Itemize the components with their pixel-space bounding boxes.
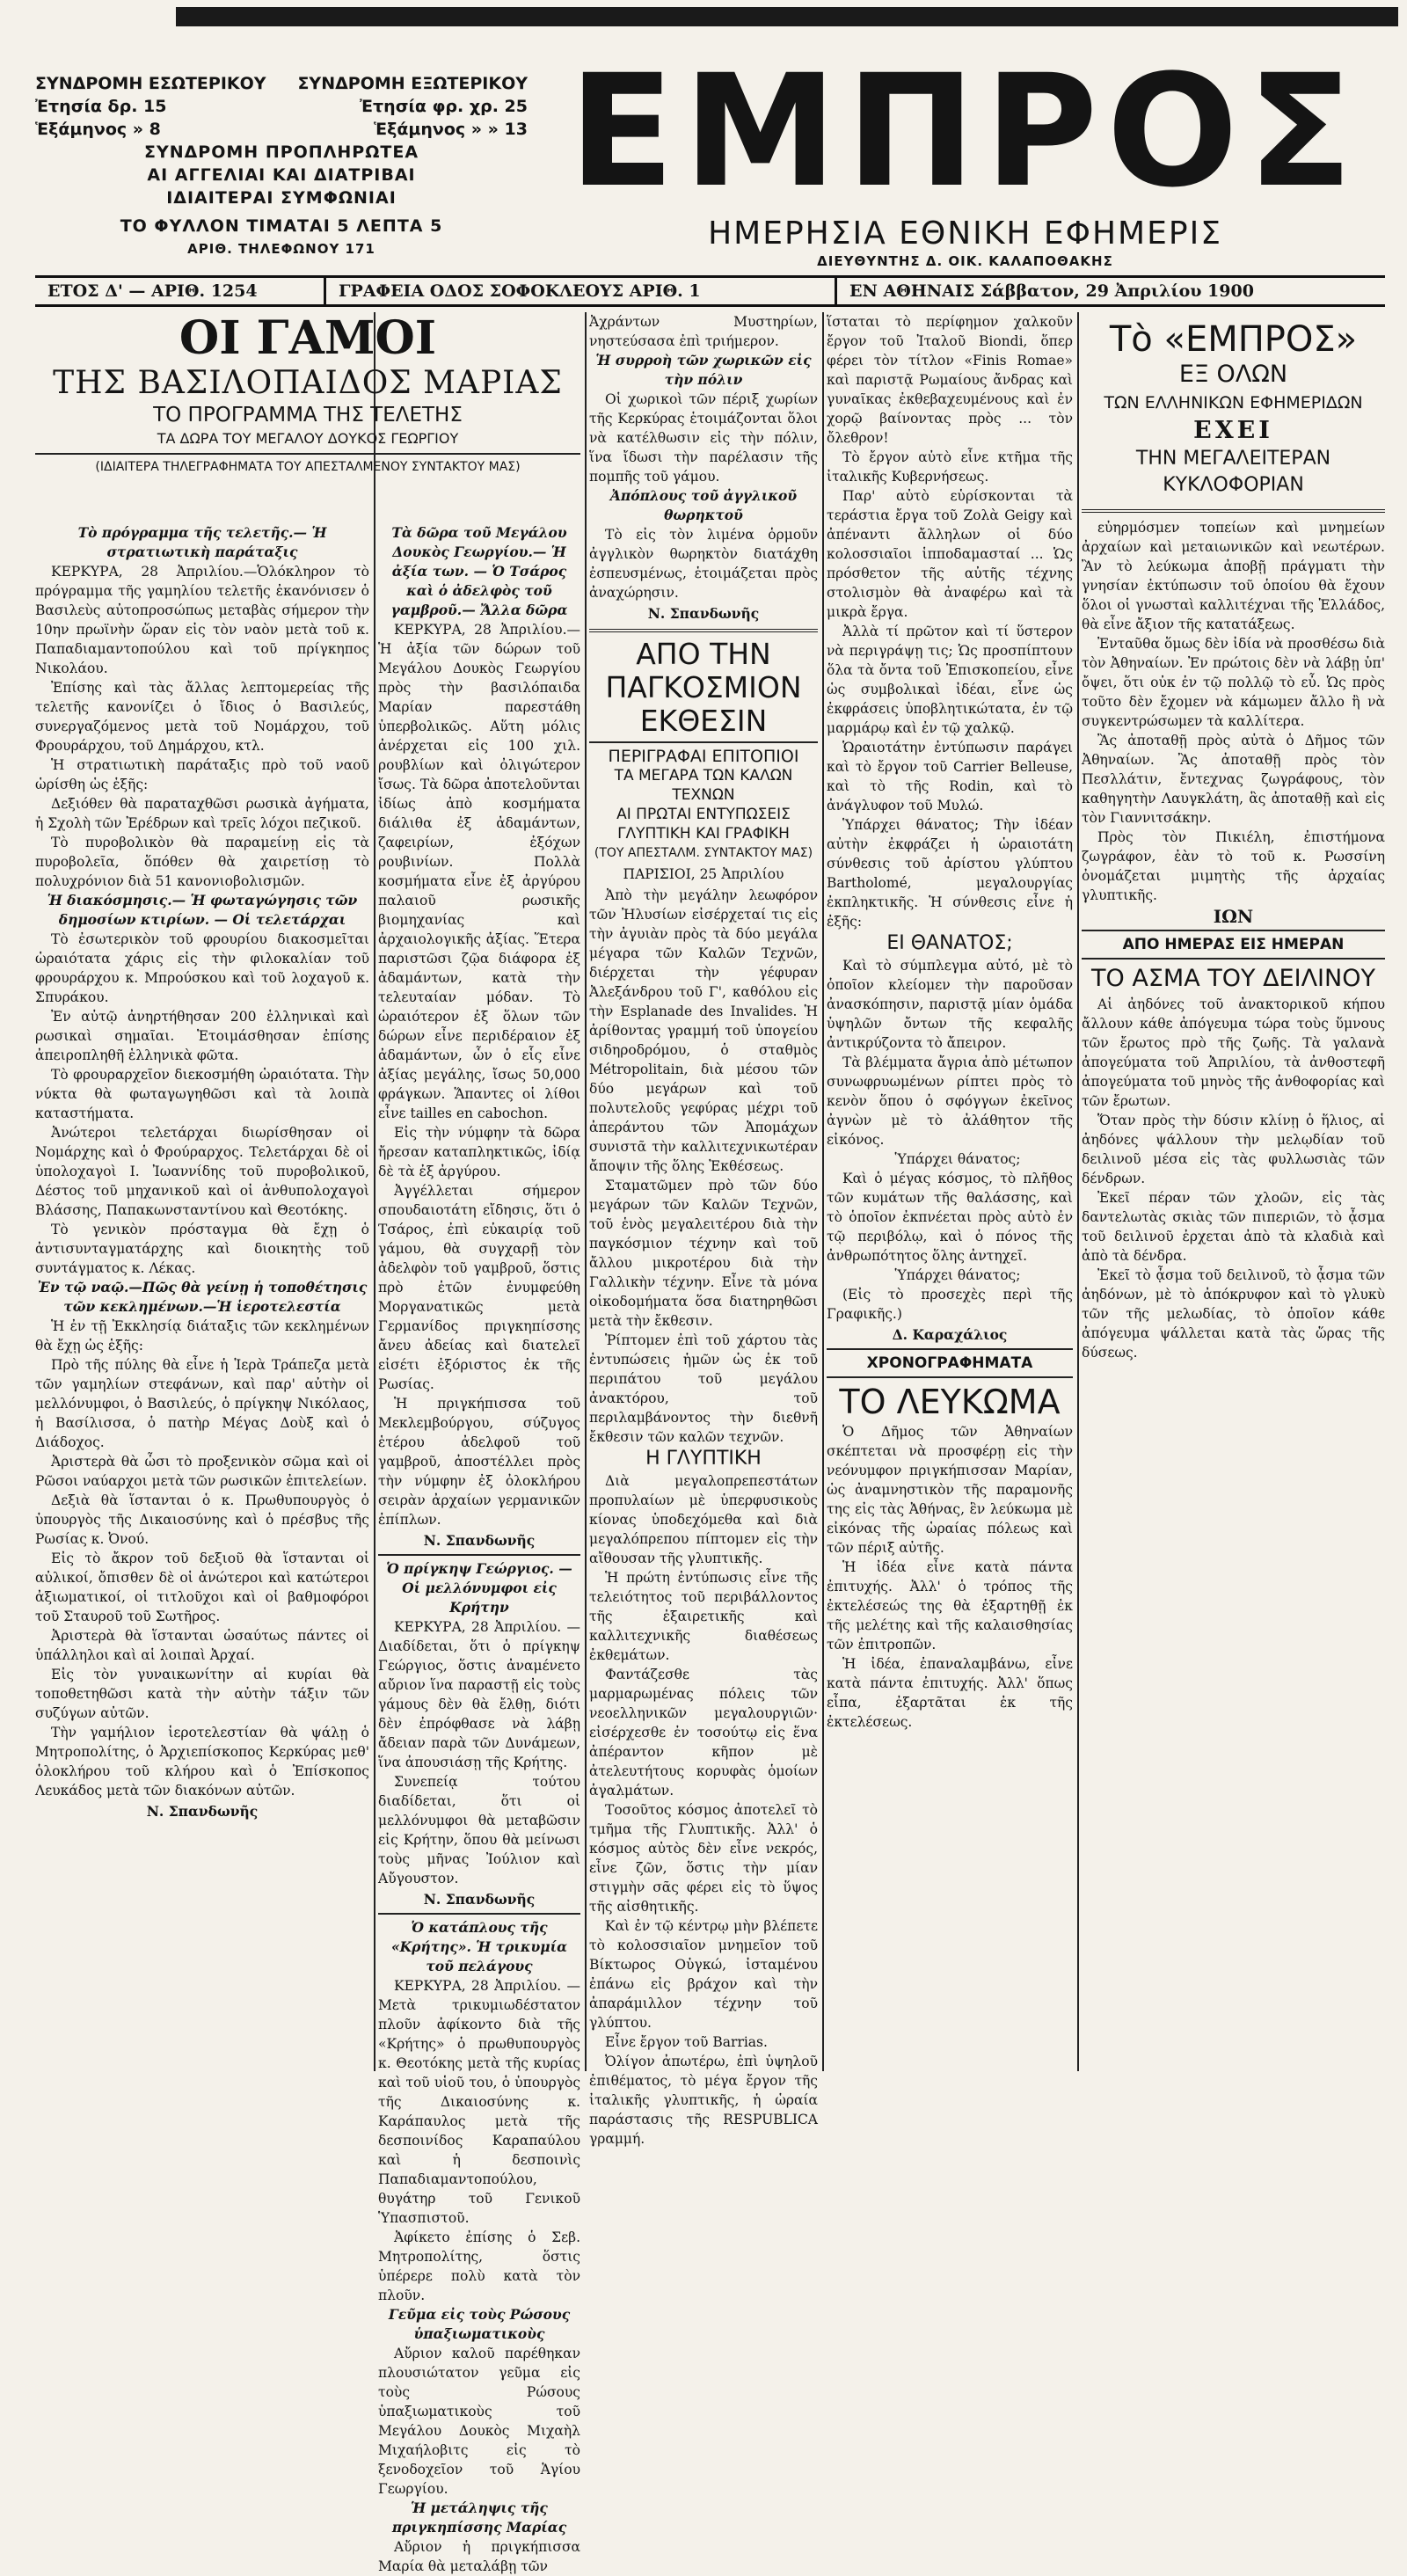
article-source: (ΙΔΙΑΙΤΕΡΑ ΤΗΛΕΓΡΑΦΗΜΑΤΑ ΤΟΥ ΑΠΕΣΤΑΛΜΕΝΟΥ ΣΥΝΤΑΚΤΟΥ ΜΑΣ) <box>95 460 521 474</box>
paragraph: Ῥίπτομεν ἐπὶ τοῦ χάρτου τὰς ἐντυπώσεις ἡμῶν ὡς ἐκ τοῦ περιπάτου τοῦ μεγάλου ἀνακτόρου, τοῦ περιλαμβάνοντος τὴν διεθνῆ ἔκθεσιν τῶν καλῶν τεχνῶν. <box>589 1332 818 1445</box>
paragraph: Τὸ ἔργον αὐτὸ εἶνε κτῆμα τῆς ἰταλικῆς Κυβερνήσεως. <box>827 449 1073 485</box>
divider <box>378 1913 580 1915</box>
ad-line: ΕΧΕΙ <box>1193 417 1273 444</box>
paragraph: Δεξιόθεν θὰ παραταχθῶσι ρωσικὰ ἀγήματα, ἡ Σχολὴ τῶν Ἐρέδρων καὶ τρεῖς λόχοι πεζικοῦ. <box>35 796 369 831</box>
paragraph: ΚΕΡΚΥΡΑ, 28 Ἀπριλίου. — Διαδίδεται, ὅτι ὁ πρίγκηψ Γεώργιος, ὅστις ἀναμένετο αὔριον ἵνα παραστῇ εἰς τοὺς γάμους δὲν θὰ ἔλθῃ, διότι δὲν ἐπρόφθασε νὰ λάβῃ ἄδειαν παρὰ τῶν Δυνάμεων, ἵνα ἀπουσιάσῃ τῆς Κρήτης. <box>378 1619 580 1770</box>
paragraph: Ἐνταῦθα ὅμως δὲν ἰδία νὰ προσθέσω διὰ τὸν Ἀθηναίων. Ἐν πρώτοις δὲν νὰ λάβῃ ὑπ' ὄψει, ὅτι οὐκ ἐν τῷ πολλῷ τὸ εὖ. Ὡς πρὸς τοῦτο δὲν ἔχομεν νὰ κάμωμεν ἄλλο ἢ νὰ συγκεντρώσωμεν τὰ καλλίτερα. <box>1082 636 1385 729</box>
paragraph: Τὰ βλέμματα ἄγρια ἀπὸ μέτωπον συνωφρυωμένων ρίπτει πρὸς τὸ κενὸν ὅπου ὁ σφόγγων ἐκεῖνος ἀγνὼν μὲ τὸ ἀλάθητον τῆς εἰκόνος. <box>827 1054 1073 1148</box>
paragraph: Ἂς ἀποταθῇ πρὸς αὐτὰ ὁ Δῆμος τῶν Ἀθηναίων. Ἂς ἀποταθῇ πρὸς τὸν Πεσλλάτιν, ἔντεχνας ζωγράφους, τὸν καθηγητὴν Λαυγκλάτη, ἃς ἀποταθῇ καὶ εἰς τὸν Γιαννιτσάκην. <box>1082 733 1385 826</box>
article-headline: ΟΙ ΓΑΜΟΙ <box>179 311 437 365</box>
column-headline: ΤΟ ΑΣΜΑ ΤΟΥ ΔΕΙΛΙΝΟΥ <box>1091 965 1375 992</box>
paragraph: Πρὸ τῆς πύλης θὰ εἶνε ἡ Ἱερὰ Τράπεζα μετὰ τῶν γαμηλίων στεφάνων, καὶ παρ' αὐτὴν οἱ μελλόνυμφοι, ὁ Βασιλεύς, ὁ πρίγκηψ Νικόλαος, ἡ Βασίλισσα, ὁ πατὴρ Μέγας Δοὺξ καὶ ὁ Διάδοχος. <box>35 1357 369 1450</box>
paragraph: Ὑπάρχει θάνατος; <box>894 1151 1021 1167</box>
phone-note: ΑΡΙΘ. ΤΗΛΕΦΩΝΟΥ 171 <box>187 241 375 257</box>
paragraph: Ἐπίσης καὶ τὰς ἄλλας λεπτομερείας τῆς τελετῆς κανονίζει ὁ ἴδιος ὁ Βασιλεύς, συνεργαζόμενος μετὰ τοῦ Νομάρχου, τοῦ Φρουράρχου, τοῦ Δημάρχου, κτλ. <box>35 680 369 754</box>
exhibition-deck-3: ΑΙ ΠΡΩΤΑΙ ΕΝΤΥΠΩΣΕΙΣ <box>616 806 791 823</box>
paragraph: Πρὸς τὸν Πικιέλη, ἐπιστήμονα ζωγράφον, ἐὰν τὸ τοῦ κ. Ρωσσίνη ὀνομάζεται μιμητὴς τῆς ἀρχαίας γλυπτικῆς. <box>1082 829 1385 903</box>
paragraph: Ἀχράντων Μυστηρίων, νηστεύσασα ἐπὶ τριήμερον. <box>589 314 818 349</box>
byline: Ν. Σπανδωνῆς <box>423 1891 536 1908</box>
circulation-ad <box>1082 312 1385 504</box>
column-rule <box>822 312 824 2071</box>
exhibition-deck-4: ΓΛΥΠΤΙΚΗ ΚΑΙ ΓΡΑΦΙΚΗ <box>617 825 790 843</box>
section-heading: Τὰ δῶρα τοῦ Μεγάλου Δουκὸς Γεωργίου.— Ἡ ἀξία των. — Ὁ Τσάρος καὶ ὁ ἀδελφὸς τοῦ γαμβροῦ.— Ἄλλα δῶρα <box>390 524 568 618</box>
paragraph: Εἰς τὸ ἄκρον τοῦ δεξιοῦ θὰ ἵστανται οἱ αὐλικοί, ὄπισθεν δὲ οἱ ἀνώτεροι καὶ κατώτεροι ἀξιωματικοί, οἱ τιτλοῦχοι καὶ οἱ βαθμοφόροι τοῦ Σταυροῦ τοῦ Σωτῆρος. <box>35 1551 369 1624</box>
dateline: ΠΑΡΙΣΙΟΙ, 25 Ἀπριλίου <box>623 866 784 882</box>
paragraph: Ἐκεῖ τὸ ᾆσμα τοῦ δειλινοῦ, τὸ ᾆσμα τῶν ἀηδόνων, μὲ τὸ ἀπόκρυφον καὶ τὸ γλυκὺ τῶν τῆς μελωδίας, τὸ ὁποῖον κάθε ἀπόγευμα ψάλλεται κατὰ τὰς ὥρας τῆς δύσεως. <box>1082 1267 1385 1361</box>
paragraph: Ἐν αὐτῷ ἀνηρτήθησαν 200 ἑλληνικαὶ καὶ ρωσικαὶ σημαῖαι. Ἑτοιμάσθησαν ἐπίσης ἀπειροπληθῆ ἑλληνικὰ φῶτα. <box>35 1009 369 1063</box>
divider <box>35 453 580 455</box>
paragraph: Εἰς τὴν νύμφην τὰ δῶρα ἤρεσαν καταπληκτικῶς, ἰδίᾳ δὲ τὰ ἐξ ἀργύρου. <box>378 1125 580 1179</box>
paragraph: Τοσοῦτος κόσμος ἀποτελεῖ τὸ τμῆμα τῆς Γλυπτικῆς. Ἀλλ' ὁ κόσμος αὐτὸς δὲν εἶνε νεκρός, εἶνε ζῶν, ὅστις τὴν μίαν στιγμὴν σᾶς φέρει εἰς τὸ ὕψος τῆς αἰσθητικῆς. <box>589 1802 818 1915</box>
subs-domestic-title: ΣΥΝΔΡΟΜΗ ΕΣΩΤΕΡΙΚΟΥ <box>35 74 266 93</box>
paragraph: Ὀλίγον ἀπωτέρω, ἐπὶ ὑψηλοῦ ἐπιθέματος, τὸ μέγα ἔργον τῆς ἰταλικῆς γλυπτικῆς, ἡ ὡραία παράστασις τῆς RESPUBLICA γραμμή. <box>589 2054 818 2147</box>
paragraph: Συνεπείᾳ τούτου διαδίδεται, ὅτι οἱ μελλόνυμφοι θὰ μεταβῶσιν εἰς Κρήτην, ὅπου θὰ μείνωσι τοὺς μῆνας Ἰούλιον καὶ Αὔγουστον. <box>378 1774 580 1886</box>
byline: ΙΩΝ <box>1213 906 1254 927</box>
paragraph: Εἶνε ἔργον τοῦ Barrias. <box>605 2034 768 2050</box>
column-2 <box>378 523 580 2574</box>
paragraph: Δεξιὰ θὰ ἵστανται ὁ κ. Πρωθυπουργὸς ὁ ὑπουργὸς τῆς Δικαιοσύνης καὶ ὁ πρέσβυς τῆς Ρωσίας κ. Ὀνού. <box>35 1492 369 1547</box>
divider <box>589 741 818 743</box>
subs-foreign-half: Ἑξάμηνος » » 13 <box>374 120 528 139</box>
newspaper-subtitle: ΗΜΕΡΗΣΙΑ ΕΘΝΙΚΗ ΕΦΗΜΕΡΙΣ <box>708 215 1222 252</box>
paragraph: Τὸ φρουραρχεῖον διεκοσμήθη ὡραιότατα. Τὴν νύκτα θὰ φωταγωγηθῶσι καὶ τὰ λοιπὰ καταστήματα. <box>35 1067 369 1121</box>
paragraph: Ἡ ἰδέα, ἐπαναλαμβάνω, εἶνε κατὰ πάντα ἐπιτυχής. Ἀλλ' ὅπως εἶπα, ἐξαρτᾶται ἐκ τῆς ἐκτελέσεως. <box>827 1656 1073 1730</box>
subs-domestic-year: Ἐτησία δρ. 15 <box>35 97 167 116</box>
paragraph: Ἀριστερὰ θὰ ἵστανται ὡσαύτως πάντες οἱ ὑπάλληλοι καὶ αἱ λοιπαὶ Ἀρχαί. <box>35 1628 369 1663</box>
divider <box>1082 958 1385 960</box>
paragraph: Τὸ ἐσωτερικὸν τοῦ φρουρίου διακοσμεῖται ὡραιότατα χάρις εἰς τὴν φιλοκαλίαν τοῦ φρουράρχου κ. Μπρούσκου καὶ τοῦ λοχαγοῦ κ. Σπυράκου. <box>35 931 369 1005</box>
column-3 <box>589 312 818 2147</box>
paragraph: ΚΕΡΚΥΡΑ, 28 Ἀπριλίου.— Ἡ ἀξία τῶν δώρων τοῦ Μεγάλου Δουκὸς Γεωργίου πρὸς τὴν βασιλόπαιδα Μαρίαν παρεστάθη ὑπερβολικῶς. Αὕτη μόλις ἀνέρχεται εἰς 100 χιλ. ρουβλίων καὶ ὀλιγώτερον ἴσως. Τὰ δῶρα ἀποτελοῦνται ἰδίως ἀπὸ κοσμήματα διάλιθα ἐξ ἀδαμάντων, ζαφειρίων, ἐξόχων ρουβινίων. Πολλὰ κοσμήματα εἶνε ἐξ ἀργύρου παλαιοῦ ρωσικῆς βιομηχανίας καὶ ἀρχαιολογικῆς ἀξίας. Ἕτερα παριστῶσι ζῷα διάφορα ἐξ ἀδαμάντων, κατὰ τὴν τελευταίαν μόδαν. Τὸ ὡραιότερον ἐξ ὅλων τῶν δώρων εἶνε περιδέραιον ἐξ ἀδαμάντων, ὧν ὁ εἷς εἶνε ἀξίας μεγάλης, ἴσως 50,000 φράγκων. Ἅπαντες οἱ λίθοι εἶνε tailles en cabochon. <box>378 622 580 1121</box>
ad-line: ΤΩΝ ΕΛΛΗΝΙΚΩΝ ΕΦΗΜΕΡΙΔΩΝ <box>1104 393 1363 412</box>
paragraph: εὐηρμόσμεν τοπείων καὶ μνημείων ἀρχαίων καὶ μεταιωνικῶν καὶ νεωτέρων. Ἂν τὸ λεύκωμα ἀποβῇ πράγματι τὴν γνησίαν ἐκτύπωσιν τοῦ ὁποίου θὰ ἔχουν ὅλοι οἱ γνωσταὶ καλλιτέχναι τῆς Ἑλλάδος, θὰ εἶνε ἄξιον τῆς κατατάξεως. <box>1082 520 1385 632</box>
paragraph: Ὑπάρχει θάνατος; Τὴν ἰδέαν αὐτὴν ἐκφράζει ἡ ὡραιοτάτη σύνθεσις τοῦ ἀρίστου γλύπτου Bartholomé, μεγαλουργίας ἐκπληκτικῆς. Ἡ σύνθεσις εἶνε ἡ ἐξῆς: <box>827 817 1073 930</box>
top-black-bar <box>176 7 1398 26</box>
paragraph: Ἡ ἰδέα εἶνε κατὰ πάντα ἐπιτυχής. Ἀλλ' ὁ τρόπος τῆς ἐκτελέσεώς της θὰ ἐξαρτηθῇ ἐκ τῆς μελέτης καὶ τῆς καλαισθησίας τῶν ἐπιτροπῶν. <box>827 1559 1073 1653</box>
paragraph: Καὶ τὸ σύμπλεγμα αὐτό, μὲ τὸ ὁποῖον κλείομεν τὴν παροῦσαν ἀνασκόπησιν, παριστᾷ μίαν ὁμάδα ὑψηλῶν ὄντων τῆς κεφαλῆς ἀντικρύζοντα τὸ ἄπειρον. <box>827 958 1073 1051</box>
paragraph: ΚΕΡΚΥΡΑ, 28 Ἀπριλίου. — Μετὰ τρικυμιωδέστατον πλοῦν ἀφίκοντο διὰ τῆς «Κρήτης» ὁ πρωθυπουργὸς κ. Θεοτόκης μετὰ τῆς κυρίας καὶ τοῦ υἱοῦ του, ὁ ὑπουργὸς τῆς Δικαιοσύνης κ. Καράπαυλος μετὰ τῆς δεσποινίδος Καραπαύλου καὶ ἡ δεσποινὶς Παπαδιαμαντοπούλου, θυγάτηρ τοῦ Γενικοῦ Ὑπασπιστοῦ. <box>378 1978 580 2226</box>
paragraph: Αἱ ἀηδόνες τοῦ ἀνακτορικοῦ κήπου ἄλλουν κάθε ἀπόγευμα τώρα τοὺς ὕμνους τῶν ἔρωτος πρὸ τῆς ζωῆς. Τὰ γαλανὰ ἀπογεύματα τοῦ Ἀπριλίου, τὰ ἀνθοστεφῆ ἀπογεύματα τοῦ μηνὸς τῆς ἀνθοφορίας καὶ τῶν ἔρωτων. <box>1082 996 1385 1109</box>
paragraph: Οἱ χωρικοὶ τῶν πέριξ χωρίων τῆς Κερκύρας ἑτοιμάζονται ὅλοι νὰ κατέλθωσιν εἰς τὴν πόλιν, ἵνα ἴδωσι τὴν παρέλασιν τῆς πομπῆς τοῦ γάμου. <box>589 391 818 485</box>
column-5 <box>1082 312 1385 2089</box>
byline: Ν. Σπανδωνῆς <box>423 1532 536 1549</box>
paragraph: Τὸ πυροβολικὸν θὰ παραμείνῃ εἰς τὰ πυροβολεῖα, ὅπόθεν θὰ χαιρετίσῃ τὸ πολυχρόνιον διὰ 51 κανονιοβολισμῶν. <box>35 835 369 889</box>
paragraph: Ἡ ἐν τῇ Ἐκκλησίᾳ διάταξις τῶν κεκλημένων θὰ ἔχῃ ὡς ἑξῆς: <box>35 1318 369 1354</box>
paragraph: Ἀγγέλλεται σήμερον σπουδαιοτάτη εἴδησις, ὅτι ὁ Τσάρος, ἐπὶ εὐκαιρίᾳ τοῦ γάμου, θὰ συγχαρῇ τὸν ἀδελφὸν τοῦ γαμβροῦ, ὅστις πρὸ ἐτῶν ἐνυμφεύθη Μοργανατικῶς μετὰ Γερμανίδος πριγκηπίσσης ἄνευ ἀδείας καὶ διατελεῖ εἰσέτι ἐξόριστος ἐκ τῆς Ρωσίας. <box>378 1183 580 1392</box>
ad-line: ΤΗΝ ΜΕΓΑΛΕΙΤΕΡΑΝ <box>1135 448 1331 470</box>
subs-foreign-year: Ἐτησία φρ. χρ. 25 <box>360 97 528 116</box>
paragraph: Αὔριον ἡ πριγκήπισσα Μαρία θὰ μεταλάβῃ τῶν <box>378 2539 580 2574</box>
section-heading: Ἡ διακόσμησις.— Ἡ φωταγώγησις τῶν δημοσίων κτιρίων. — Οἱ τελετάρχαι <box>47 892 358 928</box>
paragraph: Φαντάζεσθε τὰς μαρμαρωμένας πόλεις τῶν νεοελληνικῶν μεγαλουργιῶν· εἰσέρχεσθε ἐν τοσούτῳ εἰς ἕνα ἀπέραντον κῆπον μὲ ἀτελευτήτους κορυφὰς ὁμοίων ἀγαλμάτων. <box>589 1667 818 1799</box>
paragraph: Αὔριον καλοῦ παρέθηκαν πλουσιώτατον γεῦμα εἰς τοὺς Ρώσους ὑπαξιωματικοὺς τοῦ Μεγάλου Δουκὸς Μιχαὴλ Μιχαήλοβιτς εἰς τὸ ξενοδοχεῖον τοῦ Ἁγίου Γεωργίου. <box>378 2346 580 2497</box>
ad-line: ΚΥΚΛΟΦΟΡΙΑΝ <box>1163 474 1304 496</box>
section-heading: Ἐν τῷ ναῷ.—Πῶς θὰ γείνῃ ἡ τοποθέτησις τῶν κεκλημένων.—Ἡ ἱεροτελεστία <box>37 1279 368 1315</box>
paragraph: Καὶ ὁ μέγας κόσμος, τὸ πλῆθος τῶν κυμάτων τῆς θαλάσσης, καὶ τὸ ὁποῖον ἐκπνέεται πρὸς αὐτὸ ἐν τῷ περιβόλῳ, καὶ ὁ πόνος τῆς ἀνθρωπότητος ὅλης ἀντηχεῖ. <box>827 1171 1073 1264</box>
paragraph: Τὴν γαμήλιον ἱεροτελεστίαν θὰ ψάλῃ ὁ Μητροπολίτης, ὁ Ἀρχιεπίσκοπος Κερκύρας μεθ' ὁλοκλήρου τοῦ κλήρου καὶ ὁ Ἐπίσκοπος Λευκάδος μετὰ τῶν διακόνων αὐτῶν. <box>35 1725 369 1799</box>
divider <box>1082 930 1385 931</box>
subs-foreign-title: ΣΥΝΔΡΟΜΗ ΕΞΩΤΕΡΙΚΟΥ <box>297 74 528 93</box>
office-address: ΓΡΑΦΕΙΑ ΟΔΟΣ ΣΟΦΟΚΛΕΟΥΣ ΑΡΙΘ. 1 <box>339 281 701 301</box>
exhibition-deck-2: ΤΑ ΜΕΓΑΡΑ ΤΩΝ ΚΑΛΩΝ ΤΕΧΝΩΝ <box>614 767 793 804</box>
paragraph: Τὸ γενικὸν πρόσταγμα θὰ ἔχῃ ὁ ἀντισυνταγματάρχης καὶ διοικητὴς τοῦ συντάγματος κ. Λέκας. <box>35 1222 369 1276</box>
title-box <box>545 41 1385 222</box>
column-rule <box>374 312 375 2071</box>
paragraph: Διὰ μεγαλοπρεπεστάτων προπυλαίων μὲ ὑπερφυσικοὺς κίονας ὑποδεχόμεθα καὶ διὰ μεγαλόπρεπου πίπτομεν εἰς τὴν αἴθουσαν τῆς γλυπτικῆς. <box>589 1473 818 1566</box>
column-rule <box>1077 312 1079 2071</box>
paragraph: ἵσταται τὸ περίφημον χαλκοῦν ἔργον τοῦ Ἰταλοῦ Biondi, ὅπερ φέρει τὸν τίτλον «Finis Romae» καὶ παριστᾷ Ρωμαίους ἄνδρας καὶ γυναῖκας ἐκθεβαχευμένους καὶ ἐν χορῷ βαίνοντας πρὸς ... τὸν ὄλεθρον! <box>827 314 1073 446</box>
wedding-article-header <box>35 312 580 476</box>
masthead <box>35 41 1385 273</box>
section-heading: Τὸ πρόγραμμα τῆς τελετῆς.— Ἡ στρατιωτικὴ παράταξις <box>77 524 327 560</box>
byline: Ν. Σπανδωνῆς <box>146 1803 259 1820</box>
section-heading: Ὁ κατάπλους τῆς «Κρήτης». Ἡ τρικυμία τοῦ πελάγους <box>390 1919 568 1974</box>
subscription-block <box>35 53 528 264</box>
paragraph: Ἀφίκετο ἐπίσης ὁ Σεβ. Μητροπολίτης, ὅστις ὑπέρερε πολὺ κατὰ τὸν πλοῦν. <box>378 2229 580 2303</box>
divider <box>827 1376 1073 1378</box>
exhibition-deck: ΠΕΡΙΓΡΑΦΑΙ ΕΠΙΤΟΠΙΟΙ <box>608 747 799 766</box>
article-subheadline: ΤΗΣ ΒΑΣΙΛΟΠΑΙΔΟΣ ΜΑΡΙΑΣ <box>53 365 563 401</box>
paragraph: Ὅταν πρὸς τὴν δύσιν κλίνῃ ὁ ἥλιος, αἱ ἀηδόνες ψάλλουν τὴν μελῳδίαν τοῦ δειλινοῦ μέσα εἰς τὰς φυλλωσιὰς τῶν δένδρων. <box>1082 1113 1385 1186</box>
prepaid-note: ΣΥΝΔΡΟΜΗ ΠΡΟΠΛΗΡΩΤΕΑ <box>143 142 419 162</box>
section-heading: Ἀπόπλους τοῦ ἀγγλικοῦ θωρηκτοῦ <box>609 487 798 523</box>
paragraph: Ἀριστερὰ θὰ ὦσι τὸ προξενικὸν σῶμα καὶ οἱ Ρῶσοι ναύαρχοι μετὰ τῶν ρωσικῶν ἐπιτελείων. <box>35 1454 369 1489</box>
section-heading: Ἡ συρροὴ τῶν χωρικῶν εἰς τὴν πόλιν <box>595 352 812 388</box>
paragraph: Παρ' αὐτὸ εὑρίσκονται τὰ τεράστια ἔργα τοῦ Ζολὰ Geigy καὶ ἀπέναντι ἄλληλων οἱ δύο κολοσσιαῖοι ἱπποδαμασταί ... Ὡς πρόσθετον τῆς αὐτῆς τέχνης στολισμὸν θὰ ἀναφέρω καὶ τὰ μικρὰ ἔργα. <box>827 488 1073 620</box>
newspaper-title: ΕΜΠΡΟΣ <box>568 41 1362 222</box>
paragraph: Ἀνώτεροι τελετάρχαι διωρίσθησαν οἱ Νομάρχης καὶ ὁ Φρούραρχος. Τελετάρχαι δὲ οἱ ὑπολοχαγοὶ Ι. Ἰωαννίδης τοῦ πυροβολικοῦ, Δέστος τοῦ μηχανικοῦ καὶ οἱ ἀνθυπολοχαγοὶ Βλάσσης, Παπακωνσταντίνου καὶ Θεοτόκης. <box>35 1125 369 1218</box>
paragraph: Ἡ στρατιωτικὴ παράταξις πρὸ τοῦ ναοῦ ὡρίσθη ὡς ἑξῆς: <box>35 757 369 792</box>
subs-domestic-half: Ἑξάμηνος » 8 <box>35 120 161 139</box>
article-deck: ΤΟ ΠΡΟΓΡΑΜΜΑ ΤΗΣ ΤΕΛΕΤΗΣ <box>153 404 463 427</box>
chronicle-headline: ΤΟ ΛΕΥΚΩΜΑ <box>839 1383 1061 1421</box>
exhibition-headline-2: ΕΚΘΕΣΙΝ <box>639 704 768 738</box>
paragraph: Ὑπάρχει θάνατος; <box>894 1267 1021 1283</box>
ad-line: Τὸ «ΕΜΠΡΟΣ» <box>1109 319 1358 360</box>
divider <box>827 1348 1073 1350</box>
exhibition-source: (ΤΟΥ ΑΠΕΣΤΑΛΜ. ΣΥΝΤΑΚΤΟΥ ΜΑΣ) <box>594 846 813 860</box>
divider <box>589 629 818 632</box>
divider <box>378 1554 580 1556</box>
ads-note: ΑΙ ΑΓΓΕΛΙΑΙ ΚΑΙ ΔΙΑΤΡΙΒΑΙ <box>147 165 416 185</box>
section-heading: ΕΙ ΘΑΝΑΤΟΣ; <box>886 932 1013 954</box>
issue-date: ΕΝ ΑΘΗΝΑΙΣ Σάββατον, 29 Ἀπριλίου 1900 <box>849 281 1254 301</box>
section-heading: Γεῦμα εἰς τοὺς Ρώσους ὑπαξιωματικοὺς <box>388 2306 571 2342</box>
dateline-strip <box>35 275 1385 307</box>
paragraph: ΚΕΡΚΥΡΑ, 28 Ἀπριλίου.—Ὁλόκληρον τὸ πρόγραμμα τῆς γαμηλίου τελετῆς ἐκανόνισεν ὁ Βασιλεὺς αὐτοπροσώπως μεταβὰς σήμερον τὴν 10ην πρωϊνὴν ὥραν εἰς τὸν ναὸν μετὰ τοῦ κ. Παπαδιαμαντοπούλου καὶ τοῦ πρίγκηπος Νικολάου. <box>35 564 369 676</box>
paragraph: Καὶ ἐν τῷ κέντρῳ μὴν βλέπετε τὸ κολοσσιαῖον μνημεῖον τοῦ Βίκτωρος Οὑγκώ, ἰσταμένου ἐπάνω εἰς βράχον καὶ τὴν ἀπαράμιλλον τέχνην τοῦ γλύπτου. <box>589 1918 818 2031</box>
section-heading: Ἡ μετάληψις τῆς πριγκηπίσσης Μαρίας <box>391 2499 567 2536</box>
paragraph: Σταματῶμεν πρὸ τῶν δύο μεγάρων τῶν Καλῶν Τεχνῶν, τοῦ ἑνὸς μεγαλειτέρου διὰ τὴν παγκόσμιον τέχνην καὶ τοῦ ἄλλου μικροτέρου διὰ τὴν Γαλλικὴν τέχνην. Εἶνε τὰ μόνα οἰκοδομήματα ὅσα διατηρηθῶσι μετὰ τὴν ἔκθεσιν. <box>589 1178 818 1329</box>
column-1 <box>35 523 369 2089</box>
paragraph: Ἡ πρώτη ἐντύπωσις εἶνε τῆς τελειότητος τοῦ περιβάλλοντος τῆς ἐξαιρετικῆς καὶ καλλιτεχνικῆς διαθέσεως ἐκθεμάτων. <box>589 1570 818 1663</box>
divider <box>1082 509 1385 513</box>
section-heading: Η ΓΛΥΠΤΙΚΗ <box>645 1448 762 1470</box>
paragraph: Ὡραιοτάτην ἐντύπωσιν παράγει καὶ τὸ ἔργον τοῦ Carrier Belleuse, καὶ τὸ τῆς Rodin, καὶ τὸ ἀνάγλυφον τοῦ Μυλώ. <box>827 740 1073 814</box>
issue-number: ΕΤΟΣ Δ' — ΑΡΙΘ. 1254 <box>47 281 258 301</box>
paragraph: Τὸ εἰς τὸν λιμένα ὁρμοῦν ἀγγλικὸν θωρηκτὸν διατάχθη ἐσπευσμένως, ἑτοιμάζεται πρὸς ἀναχώρησιν. <box>589 527 818 601</box>
ad-line: ΕΞ ΟΛΩΝ <box>1178 361 1288 388</box>
paragraph: Ὁ Δῆμος τῶν Ἀθηναίων σκέπτεται νὰ προσφέρῃ εἰς τὴν νεόνυμφον πριγκήπισσαν Μαρίαν, ὡς ἀναμνηστικὸν τῆς παραμονῆς της εἰς τὰς Ἀθήνας, ἓν λεύκωμα μὲ εἰκόνας τῆς ὡραίας πόλεως καὶ τῶν πέριξ αὐτῆς. <box>827 1424 1073 1556</box>
column-rule <box>585 312 587 2071</box>
paragraph: Ἀπὸ τὴν μεγάλην λεωφόρον τῶν Ἠλυσίων εἰσέρχεταί τις εἰς τὴν ἀγυιὰν πρὸς τὰ δύο μεγάλα μέγαρα τῶν Καλῶν Τεχνῶν, διέρχεται τὴν γέφυραν Ἀλεξάνδρου τοῦ Γ', καθόλου εἰς τὴν Esplanade des Invalides. Ἡ ἀρίθοντας γραμμή τοῦ ὑπογείου σιδηροδρόμου, ὁ σταθμὸς Métropolitain, διὰ μέσου τῶν δύο μεγάρων καὶ τοῦ πολυτελοῦς γεφύρας μέχρι τοῦ ἀπεράντου τῶν Ἀπομάχων συνιστᾶ τὴν καλλιτεχνικωτέραν ἄποψιν τῆς ὅλης Ἐκθέσεως. <box>589 887 818 1174</box>
paragraph: Ἐκεῖ πέραν τῶν χλοῶν, εἰς τὰς δαντελωτὰς σκιὰς τῶν πιπεριῶν, τὸ ᾆσμα τοῦ δειλινοῦ ἐρχεται ἀπὸ τὰ κλαδιὰ καὶ ἀπὸ τὰ δένδρα. <box>1082 1190 1385 1264</box>
paragraph: (Εἰς τὸ προσεχὲς περὶ τῆς Γραφικῆς.) <box>827 1287 1073 1322</box>
section-heading: Ὁ πρίγκηψ Γεώργιος. — Οἱ μελλόνυμφοι εἰς Κρήτην <box>386 1560 572 1616</box>
director-line: ΔΙΕΥΘΥΝΤΗΣ Δ. ΟΙΚ. ΚΑΛΑΠΟΘΑΚΗΣ <box>817 253 1113 269</box>
byline: Ν. Σπανδωνῆς <box>647 605 760 622</box>
paragraph: Ἀλλὰ τί πρῶτον καὶ τί ὕστερον νὰ περιγράψῃ τις; Ὡς προσπίπτουν ὅλα τὰ ὄντα τοῦ Ἐπισκοπείου, εἶνε ὡς συμβολικαὶ ἰδέαι, εἶνε ὡς ἐκφράσεις ὑποβλητικώτατα, ἐν τῷ μαρμάρῳ καὶ ἐν τῷ χαλκῷ. <box>827 624 1073 736</box>
byline: Δ. Καραχάλιος <box>892 1326 1008 1343</box>
agreements-note: ΙΔΙΑΙΤΕΡΑΙ ΣΥΜΦΩΝΙΑΙ <box>166 188 397 208</box>
section-label: ΑΠΟ ΗΜΕΡΑΣ ΕΙΣ ΗΜΕΡΑΝ <box>1122 936 1345 953</box>
paragraph: Ἡ πριγκήπισσα τοῦ Μεκλεμβούργου, σύζυγος ἑτέρου ἀδελφοῦ τοῦ γαμβροῦ, ἀποστέλλει πρὸς τὴν νύμφην ἐξ ὀλοκλήρου σειρὰν ἀρχαίων γερμανικῶν ἐπίπλων. <box>378 1396 580 1528</box>
paragraph: Εἰς τὸν γυναικωνίτην αἱ κυρίαι θὰ τοποθετηθῶσι κατὰ τὴν αὐτὴν τάξιν τῶν συζύγων αὐτῶν. <box>35 1667 369 1721</box>
article-deck-2: ΤΑ ΔΩΡΑ ΤΟΥ ΜΕΓΑΛΟΥ ΔΟΥΚΟΣ ΓΕΩΡΓΙΟΥ <box>157 430 459 447</box>
column-4 <box>827 312 1073 2089</box>
price-note: ΤΟ ΦΥΛΛΟΝ ΤΙΜΑΤΑΙ 5 ΛΕΠΤΑ 5 <box>120 216 443 236</box>
section-label: ΧΡΟΝΟΓΡΑΦΗΜΑΤΑ <box>866 1354 1033 1372</box>
exhibition-headline: ΑΠΟ ΤΗΝ ΠΑΓΚΟΣΜΙΟΝ <box>605 637 802 704</box>
